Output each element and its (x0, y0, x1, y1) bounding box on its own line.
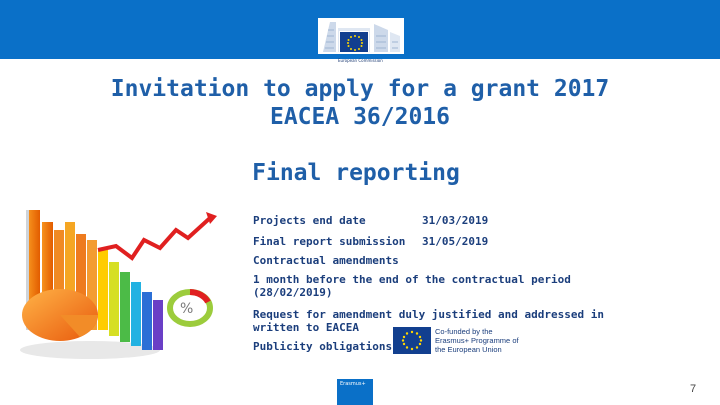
logo-text: European Commission (338, 58, 383, 63)
eu-flag-icon (339, 31, 369, 53)
footer-logo-text: Erasmus+ (340, 381, 366, 387)
publicity-obligations-heading: Publicity obligations (253, 340, 393, 353)
european-commission-logo (318, 18, 404, 70)
page-subtitle: Final reporting (252, 160, 460, 186)
final-report-submission-value: 31/05/2019 (422, 235, 489, 248)
erasmus-plus-logo (337, 379, 373, 405)
contractual-amendments-heading: Contractual amendments (253, 254, 399, 267)
erasmus-cofunded-logo (393, 324, 523, 358)
projects-end-date-label: Projects end date (253, 214, 366, 227)
erasmus-cofunded-text: Co-funded by the Erasmus+ Programme of the European Union (435, 327, 519, 354)
page-number: 7 (690, 383, 697, 395)
svg-text:%: % (180, 301, 194, 317)
eu-flag-icon (393, 327, 431, 354)
title-line-2: EACEA 36/2016 (269, 104, 450, 130)
contractual-amendments-deadline: 1 month before the end of the contractual period (28/02/2019) (253, 273, 571, 299)
title-line-1: Invitation to apply for a grant 2017 (110, 76, 610, 102)
decorative-charts-image (20, 210, 220, 360)
projects-end-date-value: 31/03/2019 (422, 214, 489, 227)
contractual-amendments-request: Request for amendment duly justified and addressed in written to EACEA (253, 308, 604, 334)
final-report-submission-label: Final report submission (253, 235, 406, 248)
